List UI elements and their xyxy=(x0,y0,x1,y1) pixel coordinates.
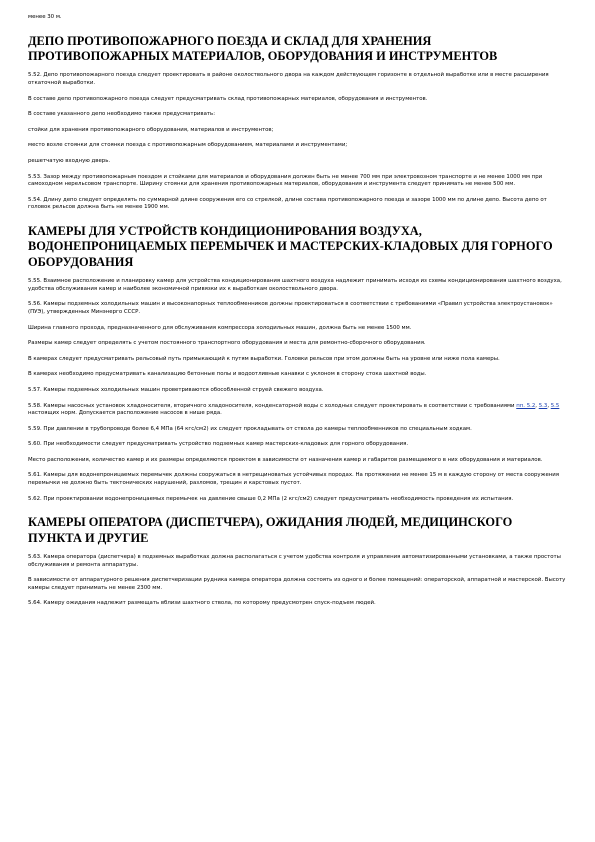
paragraph: 5.60. При необходимости следует предусматривать устройство подземных камер мастерских-кладовых для горного оборудования. xyxy=(28,441,409,448)
paragraph: 5.62. При проектировании водонепроницаемых перемычек на давление свыше 0,2 МПа (2 кгс/см2) следует предусматривать необходимость проведения их испытания. xyxy=(28,495,514,502)
paragraph: В зависимости от аппаратурного решения диспетчеризации рудника камера оператора должна состоять из одного и более помещений: операторской, аппаратной и мастерской. Высоту камеры следует принимать не менее 2300 мм. xyxy=(28,577,566,591)
link-section-5-5[interactable]: 5.5 xyxy=(550,402,560,409)
paragraph-with-links xyxy=(28,403,567,418)
link-section-5-3[interactable]: 5.3 xyxy=(538,402,548,409)
paragraph: место возле стоянки для стоянки поезда с противопожарным оборудованием, материалами и инструментами; xyxy=(28,142,348,149)
paragraph: 5.64. Камеру ожидания надлежит размещать вблизи шахтного ствола, по которому предусмотрен спуск-подъем людей. xyxy=(28,600,376,607)
paragraph-text: настоящих норм. Допускается расположение насосов в нише ряда. xyxy=(28,410,222,417)
paragraph: стойки для хранения противопожарного оборудования, материалов и инструментов; xyxy=(28,126,274,133)
paragraph: В камерах следует предусматривать рельсовый путь примыкающий к путям выработки. Головки рельсов при этом должны быть на уровне или ниже пола камеры. xyxy=(28,355,500,362)
intro-line: менее 30 м. xyxy=(28,14,62,20)
paragraph: Место расположения, количество камер и их размеры определяются проектом в зависимости от назначения камер и габаритов размещаемого в них оборудования и материалов. xyxy=(28,456,543,463)
section-heading-air-conditioning: КАМЕРЫ ДЛЯ УСТРОЙСТВ КОНДИЦИОНИРОВАНИЯ ВОЗДУХА, ВОДОНЕПРОНИЦАЕМЫХ ПЕРЕМЫЧЕК И МАСТЕРСКИХ-КЛАДОВЫХ ДЛЯ ГОРНОГО ОБОРУДОВАНИЯ xyxy=(28,223,553,269)
paragraph: 5.57. Камеры подземных холодильных машин проветриваются обособленной струей свежего воздуха. xyxy=(28,386,324,393)
paragraph: 5.55. Взаимное расположение и планировку камер для устройства кондиционирования шахтного воздуха надлежит принимать исходя из схемы кондиционирования шахтного воздуха, удобства обслуживания камер и наиболее экономичной привязки их к выработкам околоствольного двора. xyxy=(28,278,562,292)
link-separator: , xyxy=(535,402,539,409)
link-section-5-2[interactable]: пп. 5.2 xyxy=(516,402,536,409)
section-heading-operator-rooms: КАМЕРЫ ОПЕРАТОРА (ДИСПЕТЧЕРА), ОЖИДАНИЯ ЛЮДЕЙ, МЕДИЦИНСКОГО ПУНКТА И ДРУГИЕ xyxy=(28,515,513,545)
paragraph: Ширина главного прохода, предназначенного для обслуживания компрессора холодильных машин, должна быть не менее 1500 мм. xyxy=(28,324,412,331)
paragraph: В составе депо противопожарного поезда следует предусматривать склад противопожарных материалов, оборудования и инструментов. xyxy=(28,95,428,102)
paragraph: В камерах необходимо предусматривать канализацию бетонные полы и водоотливные канавки с уклоном в сторону стока шахтной воды. xyxy=(28,371,427,378)
paragraph: 5.59. При давлении в трубопроводе более 6,4 МПа (64 кгс/см2) их следует прокладывать от ствола до камеры теплообменников по специальным ходкам. xyxy=(28,425,472,432)
link-separator: , xyxy=(547,402,551,409)
paragraph: Размеры камер следует определять с учетом постоянного транспортного оборудования и места для ремонтно-сборочного оборудования. xyxy=(28,340,426,347)
paragraph: 5.52. Депо противопожарного поезда следует проектировать в районе околоствольного двора на каждом действующем горизонте в отдельной выработке или в месте расширения откаточной выработки. xyxy=(28,72,549,86)
paragraph: 5.54. Длину депо следует определять по суммарной длине сооружения его со стрелкой, длине состава противопожарного поезда и зазоре 1000 мм по длине депо. Высота депо от головок рельсов должна быть не менее 1900 мм. xyxy=(28,196,547,211)
paragraph: 5.63. Камера оператора (диспетчера) в подземных выработках должна располагаться с учетом удобства контроля и управления автоматизированными установками, а также простоты обслуживания и ремонта аппаратуры. xyxy=(28,554,561,568)
paragraph: решетчатую входную дверь. xyxy=(28,157,111,164)
paragraph: В составе указанного депо необходимо также предусматривать: xyxy=(28,111,216,118)
paragraph-text: 5.58. Камеры насосных установок хладоносителя, вторичного хладоносителя, конденсаторной воды с холодных следует проектировать в соответствии с требованиями xyxy=(28,402,517,409)
paragraph: 5.61. Камеры для водонепроницаемых перемычек должны сооружаться в нетрещиноватых устойчивых породах. На протяжении не менее 15 м в каждую сторону от места сооружения перемычки не должно быть тектонических нарушений, разломов, трещин и карстовых пустот. xyxy=(28,472,560,487)
paragraph: 5.56. Камеры подземных холодильных машин и высоконапорных теплообменников должны проектироваться в соответствии с требованиями «Правил устройства электроустановок» (ПУЭ), утвержденных Минэнерго СССР. xyxy=(28,301,553,315)
section-heading-depot: ДЕПО ПРОТИВОПОЖАРНОГО ПОЕЗДА И СКЛАД ДЛЯ ХРАНЕНИЯ ПРОТИВОПОЖАРНЫХ МАТЕРИАЛОВ, ОБОРУДОВАНИЯ И ИНСТРУМЕНТОВ xyxy=(28,33,498,63)
paragraph: 5.53. Зазор между противопожарным поездом и стойками для материалов и оборудования должен быть не менее 700 мм при электровозном транспорте и не менее 1000 мм при самоходном нерельсовом транспорте. Ширину стоянки для хранения противопожарных материалов, оборудования и инструмента следует принимать не менее 500 мм. xyxy=(28,173,543,188)
